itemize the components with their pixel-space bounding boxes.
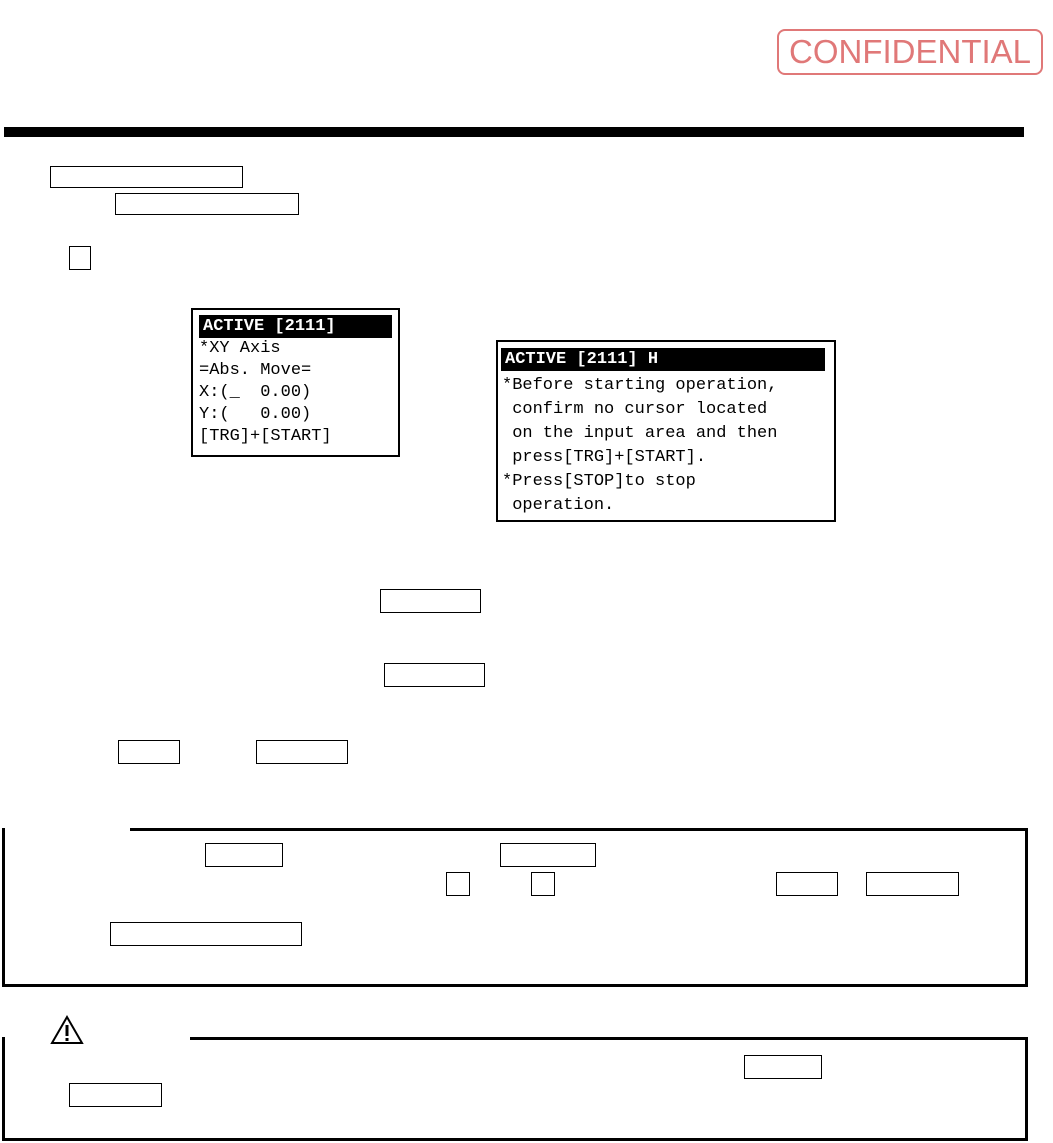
key-box (380, 589, 481, 613)
key-box (69, 1083, 162, 1107)
screen-line: [TRG]+[START] (199, 427, 332, 446)
screen-line: =Abs. Move= (199, 361, 312, 380)
key-box (110, 922, 302, 946)
screen-line: *XY Axis (199, 339, 281, 358)
key-box (744, 1055, 822, 1079)
screen-line: Y:( 0.00) (199, 405, 312, 424)
key-box (69, 246, 91, 270)
lcd-screen-xy-axis (191, 308, 400, 457)
warning-triangle-icon (50, 1015, 84, 1045)
key-box (50, 166, 243, 188)
confidential-stamp: CONFIDENTIAL (777, 29, 1043, 75)
key-box (776, 872, 838, 896)
screen-line: confirm no cursor located (502, 400, 768, 419)
screen-line: X:(_ 0.00) (199, 383, 312, 402)
screen-line: on the input area and then (502, 424, 778, 443)
screen-line: press[TRG]+[START]. (502, 448, 707, 467)
key-box (115, 193, 299, 215)
caution-tab-gap (5, 1035, 190, 1041)
key-box (256, 740, 348, 764)
screen-header: ACTIVE [2111] (199, 315, 392, 338)
key-box (118, 740, 180, 764)
screen-line: *Before starting operation, (502, 376, 778, 395)
key-box (446, 872, 470, 896)
screen-line: operation. (502, 496, 615, 515)
key-box (384, 663, 485, 687)
key-box (205, 843, 283, 867)
notice-tab-gap (5, 826, 130, 832)
section-rule (4, 127, 1024, 137)
screen-line: *Press[STOP]to stop (502, 472, 696, 491)
key-box (500, 843, 596, 867)
screen-header: ACTIVE [2111] H (501, 348, 825, 371)
key-box (531, 872, 555, 896)
lcd-screen-help (496, 340, 836, 522)
key-box (866, 872, 959, 896)
